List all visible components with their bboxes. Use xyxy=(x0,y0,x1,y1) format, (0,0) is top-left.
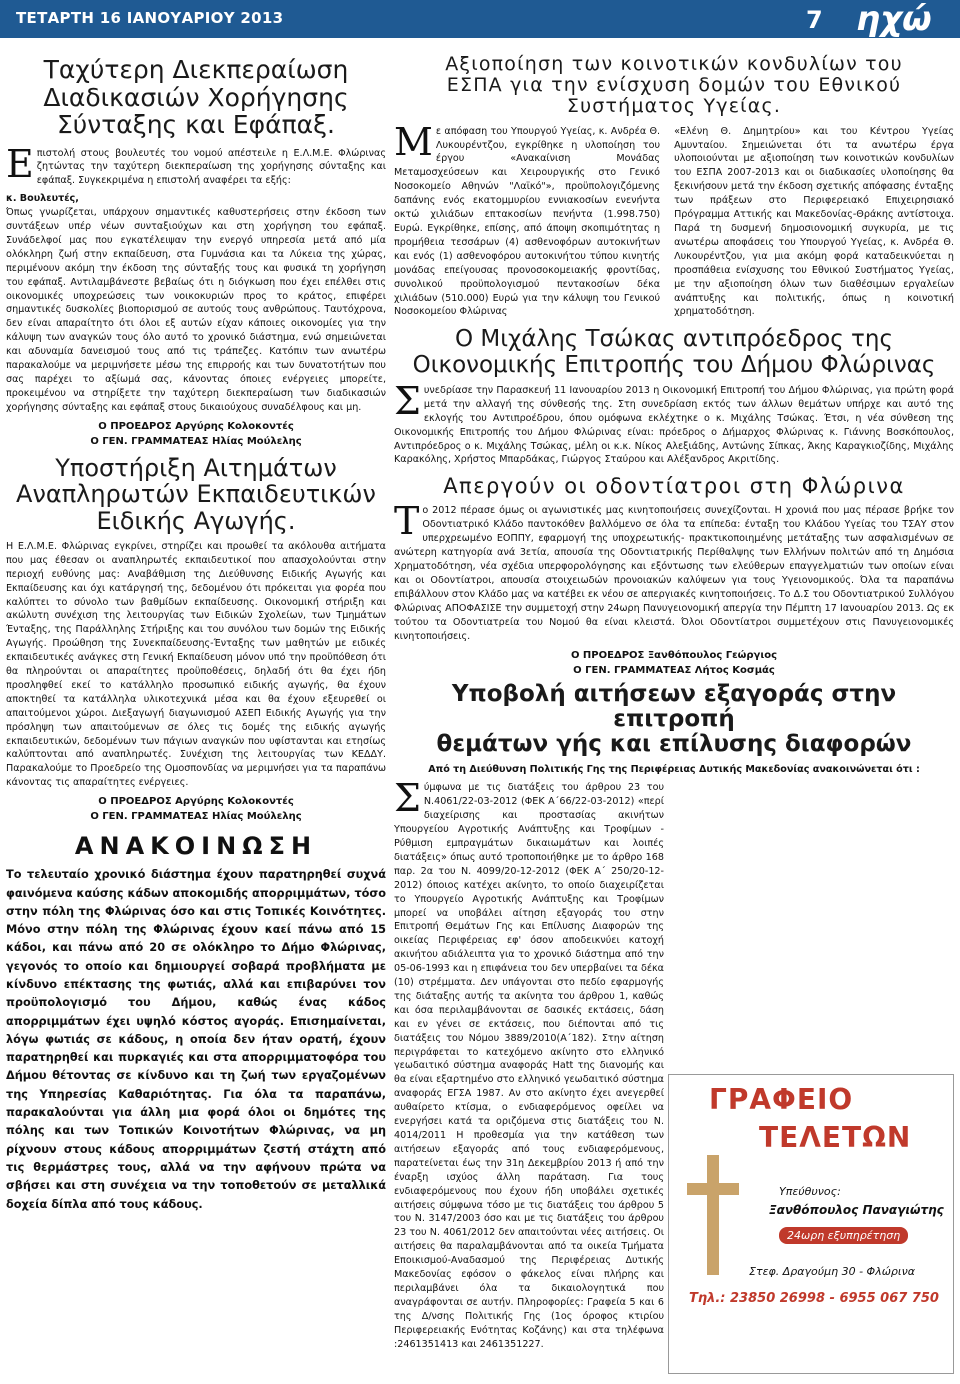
article-tsokas xyxy=(394,327,954,467)
ad-name: Ξανθόπουλος Παναγιώτης xyxy=(769,1203,944,1217)
article-body: Η Ε.Λ.Μ.Ε. Φλώρινας εγκρίνει, στηρίζει και προωθεί τα ακόλουθα αιτήματα που μας έθεσαν οι αναπληρωτές εκπαιδευτικοί που απασχολούνται στην περιοχή ευθύνης μας: Αναβάθμιση της Διεύθυνσης Ειδικής Αγωγής και Εκπαίδευσης και όχι κατάργησή της, δεδομένου ότι πρόκειται για φορέα που καλύπτει το σύνολο των βαθμίδων εκπαίδευσης. Οικονομική στήριξη και ακώλυτη συνέχιση της λειτουργίας των Ειδικών Σχολείων, των Τμημάτων Ένταξης, της Παράλληλης Στήριξης και του συνόλου των δομών της Ειδικής Αγωγής. Προώθηση της Συνεκπαίδευσης-Ένταξης των μαθητών με ειδικές εκπαιδευτικές ανάγκες στη Γενική Εκπαίδευση μόνον υπό την προϋπόθεση ότι θα πληρούνται οι απαραίτητες προϋποθέσεις, δηλαδή ότι θα έχει ήδη προσληφθεί εκεί το κατάλληλο προσωπικό ειδικής αγωγής, θα έχουν αποκτηθεί τα κατάλληλα υλικοτεχνικά μέσα και θα έχουν εξευρεθεί οι απαιτούμενοι χώροι. Διεξαγωγή διαγωνισμού ΑΣΕΠ Ειδικής Αγωγής για την πρόσληψη των απαιτούμενων σε όλες τις δομές της ειδικής αγωγής εκπαιδευτικών, δεδομένων των πάγιων αναγκών που υφίστανται και ετησίως καλύπτονται από αναπληρωτές. Συνέχιση της λειτουργίας των ΚΕΔΔΥ. Παρακαλούμε το Προεδρείο της Ομοσπονδίας να μεριμνήσει για τα παραπάνω κάνοντας τις απαραίτητες ενέργειες. xyxy=(6,540,386,789)
article-special-education xyxy=(6,455,386,824)
article-body: ε απόφαση του Υπουργού Υγείας, κ. Ανδρέα Θ. Λυκουρέντζου, εγκρίθηκε η υλοποίηση του έργου «Ανακαίνιση Μονάδας Μεταμοσχεύσεων και Χειρουργικής στο Γενικό Νοσοκομείο Αθηνών "Λαϊκό"», προϋπολογιζόμενης δαπάνης ενός εκατομμυρίου εννιακοσίων ενενήντα οκτώ χιλιάδων επτακοσίων πενήντα (1.998.750) Ευρώ. Εγκρίθηκε, επίσης, από άποψη σκοπιμότητας η προμήθεια τεσσάρων (4) ασθενοφόρων αυτοκινήτων και ενός (1) ασθενοφόρου αυτοκινήτου τύπου κινητής μονάδας επείγουσας προνοσοκομειακής φροντίδας, συνολικού προϋπολογισμού πεντακοσίων δέκα χιλιάδων (510.000) Ευρώ για την κάλυψη του Γενικού Νοσοκομείου Φλώρινας xyxy=(394,125,661,318)
article-title: Ταχύτερη Διεκπεραίωση xyxy=(43,55,349,84)
announcement-body: Το τελευταίο χρονικό διάστημα έχουν παρατηρηθεί συχνά φαινόμενα καύσης κάδων αποκομιδής απορριμμάτων, τόσο στην πόλη της Φλώρινας όσο και στις Τοπικές Κοινότητες. Μόνο στην πόλη της Φλώρινας έχουν καεί πάνω από 15 κάδοι, και πάνω από 20 σε ολόκληρο το Δήμο Φλώρινας, γεγονός το οποίο και δημιουργεί σοβαρά προβλήματα με κίνδυνο επέκτασης της φωτιάς, αλλά και επιβαρύνει τον προϋπολογισμό του Δήμου, καθώς ένας κάδος απορριμμάτων έχει υψηλό κόστος αγοράς. Επισημαίνεται, λόγω φωτιάς σε κάδους, η οποία δεν ήταν ορατή, έχουν παρατηρηθεί και πυρκαγιές και στα απορριμματοφόρα του Δήμου θέτοντας σε κίνδυνο και τη ζωή των εργαζομένων της Υπηρεσίας Καθαριότητας. Για όλα τα παραπάνω, παρακαλούνται για άλλη μια φορά όλοι οι δημότες της πόλης και των Τοπικών Κοινοτήτων Φλώρινας, να μη ρίχνουν στους κάδους απορριμμάτων ζεστή στάχτη από τις θερμάστρες τους, αλλά να την αφήνουν πρώτα να σβήσει και στη συνέχεια να την τοποθετούν σε μεταλλικά δοχεία δίπλα από τους κάδους. xyxy=(6,868,386,1211)
signature-president: Ο ΠΡΟΕΔΡΟΣ Αργύρης Κολοκοντές xyxy=(98,420,294,432)
article-title: Απεργούν οι οδοντίατροι στη Φλώρινα xyxy=(443,474,905,499)
cross-icon xyxy=(683,1155,743,1275)
article-body: ύμφωνα με τις διατάξεις του άρθρου 23 του Ν.4061/22-03-2012 (ΦΕΚ Α΄66/22-03-2012) «περί διαχείρισης και προστασίας ακινήτων Υπουργείου Αγροτικής Ανάπτυξης και Τροφίμων - Ρύθμιση εμπραγμάτων δικαιωμάτων και λοιπές διατάξεις» όπως αυτό τροποποιήθηκε με το άρθρο 168 παρ. 2α του Ν. 4099/20-12-2012 (ΦΕΚ Α΄ 250/20-12-2012) όποιος κατέχει ακίνητο, το οποίο διαχειρίζεται το Υπουργείο Αγροτικής Ανάπτυξης και Τροφίμων μπορεί να υποβάλει αίτηση εξαγοράς του στην Επιτροπή Θεμάτων Γης και Επίλυσης Διαφορών της οικείας Περιφέρειας εφ' όσον αποδεικνύει κατοχή ακινήτου αδιάλειπτα για το χρονικό διάστημα από την 05-06-1993 και η επιφάνεια του δεν υπερβαίνει τα δέκα (10) στρέμματα. Δεν υπάγονται στο πεδίο εφαρμογής της διάταξης αυτής τα ακίνητα του άρθρου 1, καθώς και όσα περιλαμβάνονται σε δασικές εκτάσεις, δάση και εν γένει σε εκτάσεις, που διέπονται από τις διατάξεις του Νόμου 3889/2010(Α΄182). Στην αίτηση περιγράφεται το κατεχόμενο ακίνητο στο ελληνικό γεωδαιτικό σύστημα αναφοράς Hatt της διανομής και θα είναι εξαρτημένο στο ελληνικό γεωδαιτικό σύστημα αναφοράς ΕΓΣΑ 1987. Αν στο ακίνητο έχει ανεγερθεί αυθαίρετο κτίσμα, ο ενδιαφερόμενος οφείλει να ενεργήσει κατά τα οριζόμενα στις διατάξεις του Ν. 4014/2011 Η προθεσμία για την κατάθεση των αιτήσεων εξαγοράς από τους ενδιαφερόμενους, παρατείνεται έως την 31η Δεκεμβρίου 2013 ή από την έναρξη ισχύος άλλη παράταση. Για τους ενδιαφερόμενους που έχουν ήδη υποβάλει σχετικές αιτήσεις σύμφωνα τόσο με τις διατάξεις του άρθρου 5 του Ν. 3147/2003 όσο και με τις διατάξεις του άρθρου 23 του Ν. 4061/2012 δεν απαιτούνται νέες αιτήσεις. Οι αιτήσεις θα παραλαμβάνονται από τα οικεία Τμήματα Εποικισμού-Αναδασμού της Περιφέρειας Δυτικής Μακεδονίας εφόσον ο φάκελος είναι πλήρης και περιλαμβάνει όλα τα δικαιολογητικά που αναγράφονται σε αυτήν. Πληροφορίες: Γραφεία 5 και 6 της Δ/νσης Πολιτικής Γης (1ος όροφος κτιρίου Περιφερειακής Ενότητας Κοζάνης) και στα τηλέφωνα :2461351413 και 2461351227. xyxy=(394,782,664,1350)
drop-cap: Μ xyxy=(394,119,433,164)
signature-secretary: Ο ΓΕΝ. ΓΡΑΜΜΑΤΕΑΣ Ηλίας Μούλελης xyxy=(90,435,302,447)
article-title: Υποβολή αιτήσεων εξαγοράς στην επιτροπή xyxy=(451,680,897,732)
left-column xyxy=(6,48,386,1214)
signature-secretary: Ο ΓΕΝ. ΓΡΑΜΜΑΤΕΑΣ Λήτος Κοσμάς xyxy=(573,664,775,676)
article-title: Συστήματος Υγείας. xyxy=(566,94,782,117)
page-header xyxy=(0,0,960,38)
article-title: Οικονομικής Επιτροπής του Δήμου Φλώρινας xyxy=(412,351,936,378)
funeral-office-ad xyxy=(668,1074,954,1374)
article-espa xyxy=(394,54,954,319)
announcement xyxy=(6,832,386,1214)
drop-cap: Σ xyxy=(394,776,421,821)
salutation: κ. Βουλευτές, xyxy=(6,193,79,205)
article-body: «Ελένη Θ. Δημητρίου» και του Κέντρου Υγείας Αμυνταίου. Σημειώνεται ότι τα ανωτέρω έργα υλοποιούνται με αξιοποίηση των κοινοτικών κονδυλίων του ΕΣΠΑ 2007-2013 και οι διαδικασίες υλοποίησης θα ξεκινήσουν μετά την έκδοση σχετικής απόφασης ένταξης των πράξεων στο Περιφερειακό Επιχειρησιακό Πρόγραμμα Αττικής και Μακεδονίας-Θράκης αντίστοιχα. Παρά τη δυσμενή δημοσιονομική συγκυρία, με τις ανωτέρω αποφάσεις του Υπουργού Υγείας, κ. Ανδρέα Θ. Λυκουρέντζου, για μια ακόμη φορά καταδεικνύεται η προσπάθεια ενίσχυσης του Εθνικού Συστήματος Υγείας, με την αξιοποίηση όλων των διαθέσιμων εργαλείων ανάπτυξης και πολιτικής, όπως η κοινοτική χρηματοδότηση. xyxy=(674,125,954,318)
article-title: θεμάτων γής και επίλυσης διαφορών xyxy=(436,731,912,758)
page-number: 7 xyxy=(806,6,823,34)
drop-cap: Σ xyxy=(394,378,421,423)
article-body: Όπως γνωρίζεται, υπάρχουν σημαντικές καθυστερήσεις στην έκδοση των συντάξεων υπέρ νέων συνταξιούχων και στη χορήγηση του εφάπαξ. Συνάδελφοί μας που εγκατέλειψαν την ενεργό υπηρεσία μετά από μία ολόκληρη ζωή στην εκπαίδευση, στα Γυμνάσια και τα Λύκεια της χώρας, περιμένουν ακόμη την έκδοση της σύνταξής τους και φυσικά τη χορήγηση του εφάπαξ. Αντιλαμβάνεστε βεβαίως ότι η διόγκωση που έχει επέλθει στις οικονομικές υποχρεώσεις των νοικοκυριών προς το κράτος, επιφέρει σημαντικές δυσκολίες βιοπορισμού σε αυτούς τους ανθρώπους. Ταυτόχρονα, δεν είναι απαραίτητο ότι όλοι εξ αυτών είχαν κάποιες οικονομίες για την κάλυψη των αναγκών τους όλο αυτό το χρονικό διάστημα, ενώ σημειώνεται και αδυναμία δανεισμού τους από τις τράπεζες. Κατόπιν των ανωτέρω παρακαλούμε να μεριμνήσετε μέσω της επιρροής και των δυνατοτήτων που σας παρέχει το αξίωμά σας, κάνοντας όποιες ενέργειες μπορείτε, προκειμένου να στηρίξετε την ταχύτερη διεκπεραίωση των διαδικασιών χορήγησης σύνταξης και εφάπαξ στους δικαιούχους συναδέλφους και μη. xyxy=(6,207,386,413)
article-title: Διαδικασιών Χορήγησης xyxy=(43,82,349,112)
article-title: ΕΣΠΑ για την ενίσχυση δομών του Εθνικού xyxy=(446,73,902,96)
article-title: Σύνταξης και Εφάπαξ. xyxy=(57,110,335,139)
ad-title: ΤΕΛΕΤΩΝ xyxy=(759,1121,912,1154)
announcement-title: ΑΝΑΚΟΙΝΩΣΗ xyxy=(74,832,318,861)
signature-secretary: Ο ΓΕΝ. ΓΡΑΜΜΑΤΕΑΣ Ηλίας Μούλελης xyxy=(90,811,302,823)
article-title: Αναπληρωτών Εκπαιδευτικών xyxy=(16,480,376,509)
newspaper-logo: ηχώ xyxy=(856,0,932,39)
article-intro: πιστολή στους βουλευτές του νομού απέστειλε η Ε.Λ.Μ.Ε. Φλώρινας ζητώντας την ταχύτερη διεκπεραίωση της χορήγησης σύνταξης και εφάπαξ. Συγκεκριμένα η επιστολή αναφέρει τα εξής: xyxy=(36,147,386,187)
signature-president: Ο ΠΡΟΕΔΡΟΣ Ξανθόπουλος Γεώργιος xyxy=(570,649,778,661)
ad-phone: Τηλ.: 23850 26998 - 6955 067 750 xyxy=(689,1291,939,1306)
issue-date: ΤΕΤΑΡΤΗ 16 ΙΑΝΟΥΑΡΙΟΥ 2013 xyxy=(16,9,284,27)
article-dentists xyxy=(394,475,954,677)
signature-president: Ο ΠΡΟΕΔΡΟΣ Αργύρης Κολοκοντές xyxy=(98,796,294,808)
article-body: υνεδρίασε την Παρασκευή 11 Ιανουαρίου 2013 η Οικονομική Επιτροπή του Δήμου Φλώρινας, για πρώτη φορά μετά την αλλαγή της σύνθεσής της. Στη συνεδρίαση εκτός των άλλων θεμάτων υπήρχε και αυτό της εκλογής του Αντιπροέδρου, όπου ομόφωνα εκλέχτηκε ο κ. Μιχάλης Τσώκας. Έτσι, η νέα σύνθεση της Οικονομικής Επιτροπής του Δήμου Φλώρινας είναι: πρόεδρος ο Δήμαρχος Φλώρινας κ. Γιάννης Βοσκόπουλος, Αντιπρόεδρος ο κ. Μιχάλης Τσώκας, μέλη οι κ.κ. Νίκος Αλεξιάδης, Αντώνης Σίπκας, Άκης Καραγκιοζίδης, Μιχάλης Καρακόλης, Χρήστος Μπαρδάκας, Γιώργος Σταύρου και Αλέξανδρος Ακριτίδης. xyxy=(394,384,954,466)
ad-address: Στεφ. Δραγούμη 30 - Φλώρινα xyxy=(749,1265,916,1278)
article-title: Αξιοποίηση των κοινοτικών κονδυλίων του xyxy=(445,53,903,75)
article-title: Ο Μιχάλης Τσώκας αντιπρόεδρος της xyxy=(455,326,893,353)
drop-cap: Ε xyxy=(6,141,34,186)
article-title: Ειδικής Αγωγής. xyxy=(96,506,296,535)
article-title: Υποστήριξη Αιτημάτων xyxy=(55,453,337,482)
ad-responsible-label: Υπεύθυνος: xyxy=(779,1185,841,1198)
drop-cap: Τ xyxy=(394,499,420,544)
article-lead: Από τη Διεύθυνση Πολιτικής Γης της Περιφέρειας Δυτικής Μακεδονίας ανακοινώνεται ότι : xyxy=(428,764,920,776)
ad-title: ΓΡΑΦΕΙΟ xyxy=(709,1083,854,1116)
ad-hours: 24ωρη εξυπηρέτηση xyxy=(779,1227,908,1244)
article-body: ο 2012 πέρασε όμως οι αγωνιστικές μας κινητοποιήσεις συνεχίζονται. Η χρονιά που μας πέρασε βρήκε τον Οδοντιατρικό Κλάδο παντοκόθεν βαλλόμενο σε όλα τα επίπεδα: ένταξη του Κλάδου Υγείας του ΤΣΑΥ στον υπερχρεωμένο ΕΟΠΠΥ, εφαρμογή της υποχρεωτικής- πρακτικοποιημένης μετάταξης των ασφαλισμένων σε ανώτερη κατηγορία ανά 3ετία, απουσία της Οδοντιατρικής Περίθαλψης των Ελλήνων πολιτών από τη Δημόσια Χρηματοδότηση, νέα σχέδια υπερφορολόγησης και εξόντωσης των ελεύθερων επαγγελματιών των οποίων είναι και οι Οδοντίατροι, απουσία στοιχειωδών προνοιακών καλύψεων για τους Υγειονομικούς. Όλα τα παραπάνω επιβάλλουν στον Κλάδο μας να κατέβει εκ νέου σε απεργιακές κινητοποιήσεις. Το Δ.Σ του Οδοντιατρικού Συλλόγου Φλώρινας ΑΠΟΦΑΣΙΣΕ την συμμετοχή στην 24ωρη Πανυγειονομική απεργία την Πέμπτη 17 Ιανουαρίου 2013. Ως εκ τούτου τα Οδοντιατρεία του Νομού θα είναι κλειστά. Όλοι Οδοντίατροι συμμετέχουν στις Πανυγειονομικές κινητοποιήσεις. xyxy=(394,505,954,642)
article-pension xyxy=(6,56,386,449)
